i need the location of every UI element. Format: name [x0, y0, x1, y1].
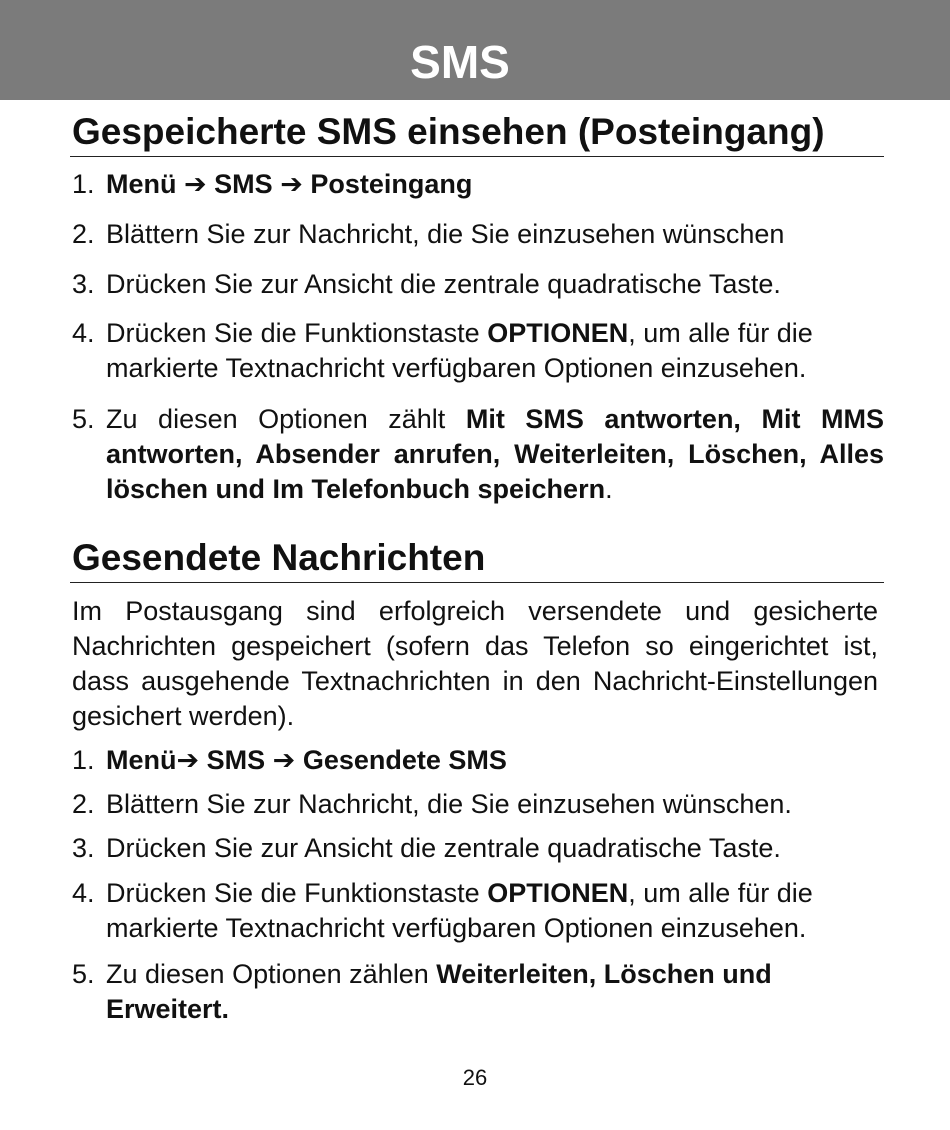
item-text: Drücken Sie zur Ansicht die zentrale quadratische Taste.	[106, 833, 781, 863]
list-item	[72, 402, 884, 507]
list-item	[72, 831, 884, 866]
item-text	[72, 316, 884, 386]
arrow-right-icon: ➔	[184, 169, 207, 199]
item-number: 4.	[72, 318, 95, 348]
list-item	[72, 957, 884, 1027]
options-keyword: OPTIONEN	[487, 318, 629, 348]
text-before: Zu diesen Optionen zählt	[106, 404, 466, 434]
text-after: .	[605, 474, 613, 504]
item-number: 5.	[72, 404, 95, 434]
list-item	[72, 787, 884, 822]
item-text: Blättern Sie zur Nachricht, die Sie einzusehen wünschen	[106, 219, 785, 249]
intro-paragraph: Im Postausgang sind erfolgreich versendete und gesicherte Nachrichten gespeichert (sofern das Telefon so eingerichtet ist, dass ausgehende Textnachrichten in den Nachricht-Einstellungen gesichert werden).	[72, 596, 878, 731]
section-heading-sent: Gesendete Nachrichten	[72, 537, 486, 578]
section-heading-inbox: Gespeicherte SMS einsehen (Posteingang)	[72, 111, 825, 152]
list-item	[72, 167, 884, 202]
item-text: Drücken Sie zur Ansicht die zentrale quadratische Taste.	[106, 269, 781, 299]
arrow-right-icon: ➔	[176, 745, 200, 775]
options-list: Mit SMS antworten, Mit MMS antworten, Absender anrufen, Weiterleiten, Löschen, Alles löschen und Im Telefonbuch speichern	[106, 404, 884, 504]
list-item	[72, 217, 884, 252]
path-sent: Gesendete SMS	[302, 745, 507, 775]
text-after: , um alle für die markierte Textnachricht verfügbaren Optionen einzusehen.	[106, 878, 813, 943]
options-keyword: OPTIONEN	[487, 878, 629, 908]
path-sms: SMS	[206, 745, 266, 775]
arrow-right-icon: ➔	[280, 169, 303, 199]
item-number: 3.	[72, 833, 95, 863]
path-inbox: Posteingang	[310, 169, 473, 199]
item-number: 1.	[72, 745, 95, 775]
text-before: Drücken Sie die Funktionstaste	[106, 318, 488, 348]
path-sms: SMS	[214, 169, 273, 199]
heading-underline	[70, 156, 884, 157]
list-item	[72, 743, 884, 778]
item-text	[72, 876, 884, 946]
list-item	[72, 267, 884, 302]
item-number: 2.	[72, 219, 95, 249]
text-before: Zu diesen Optionen zählen	[106, 959, 437, 989]
text-before: Drücken Sie die Funktionstaste	[106, 878, 488, 908]
text-after: , um alle für die markierte Textnachricht verfügbaren Optionen einzusehen.	[106, 318, 813, 383]
menu-path	[72, 167, 884, 202]
item-number: 4.	[72, 878, 95, 908]
path-menu: Menü	[106, 745, 177, 775]
item-text	[72, 402, 884, 507]
item-number: 5.	[72, 959, 95, 989]
item-number: 3.	[72, 269, 95, 299]
arrow-right-icon: ➔	[272, 745, 296, 775]
header-bar	[0, 0, 950, 100]
item-number: 2.	[72, 789, 95, 819]
item-number: 1.	[72, 169, 95, 199]
item-text	[72, 957, 884, 1027]
list-item	[72, 876, 884, 946]
heading-underline	[70, 582, 884, 583]
options-list: Weiterleiten, Löschen und Erweitert.	[106, 959, 772, 1024]
list-item	[72, 316, 884, 386]
page-number: 26	[462, 1065, 488, 1090]
menu-path	[72, 743, 884, 778]
path-menu: Menü	[106, 169, 177, 199]
chapter-title: SMS	[410, 36, 510, 88]
item-text: Blättern Sie zur Nachricht, die Sie einzusehen wünschen.	[106, 789, 792, 819]
